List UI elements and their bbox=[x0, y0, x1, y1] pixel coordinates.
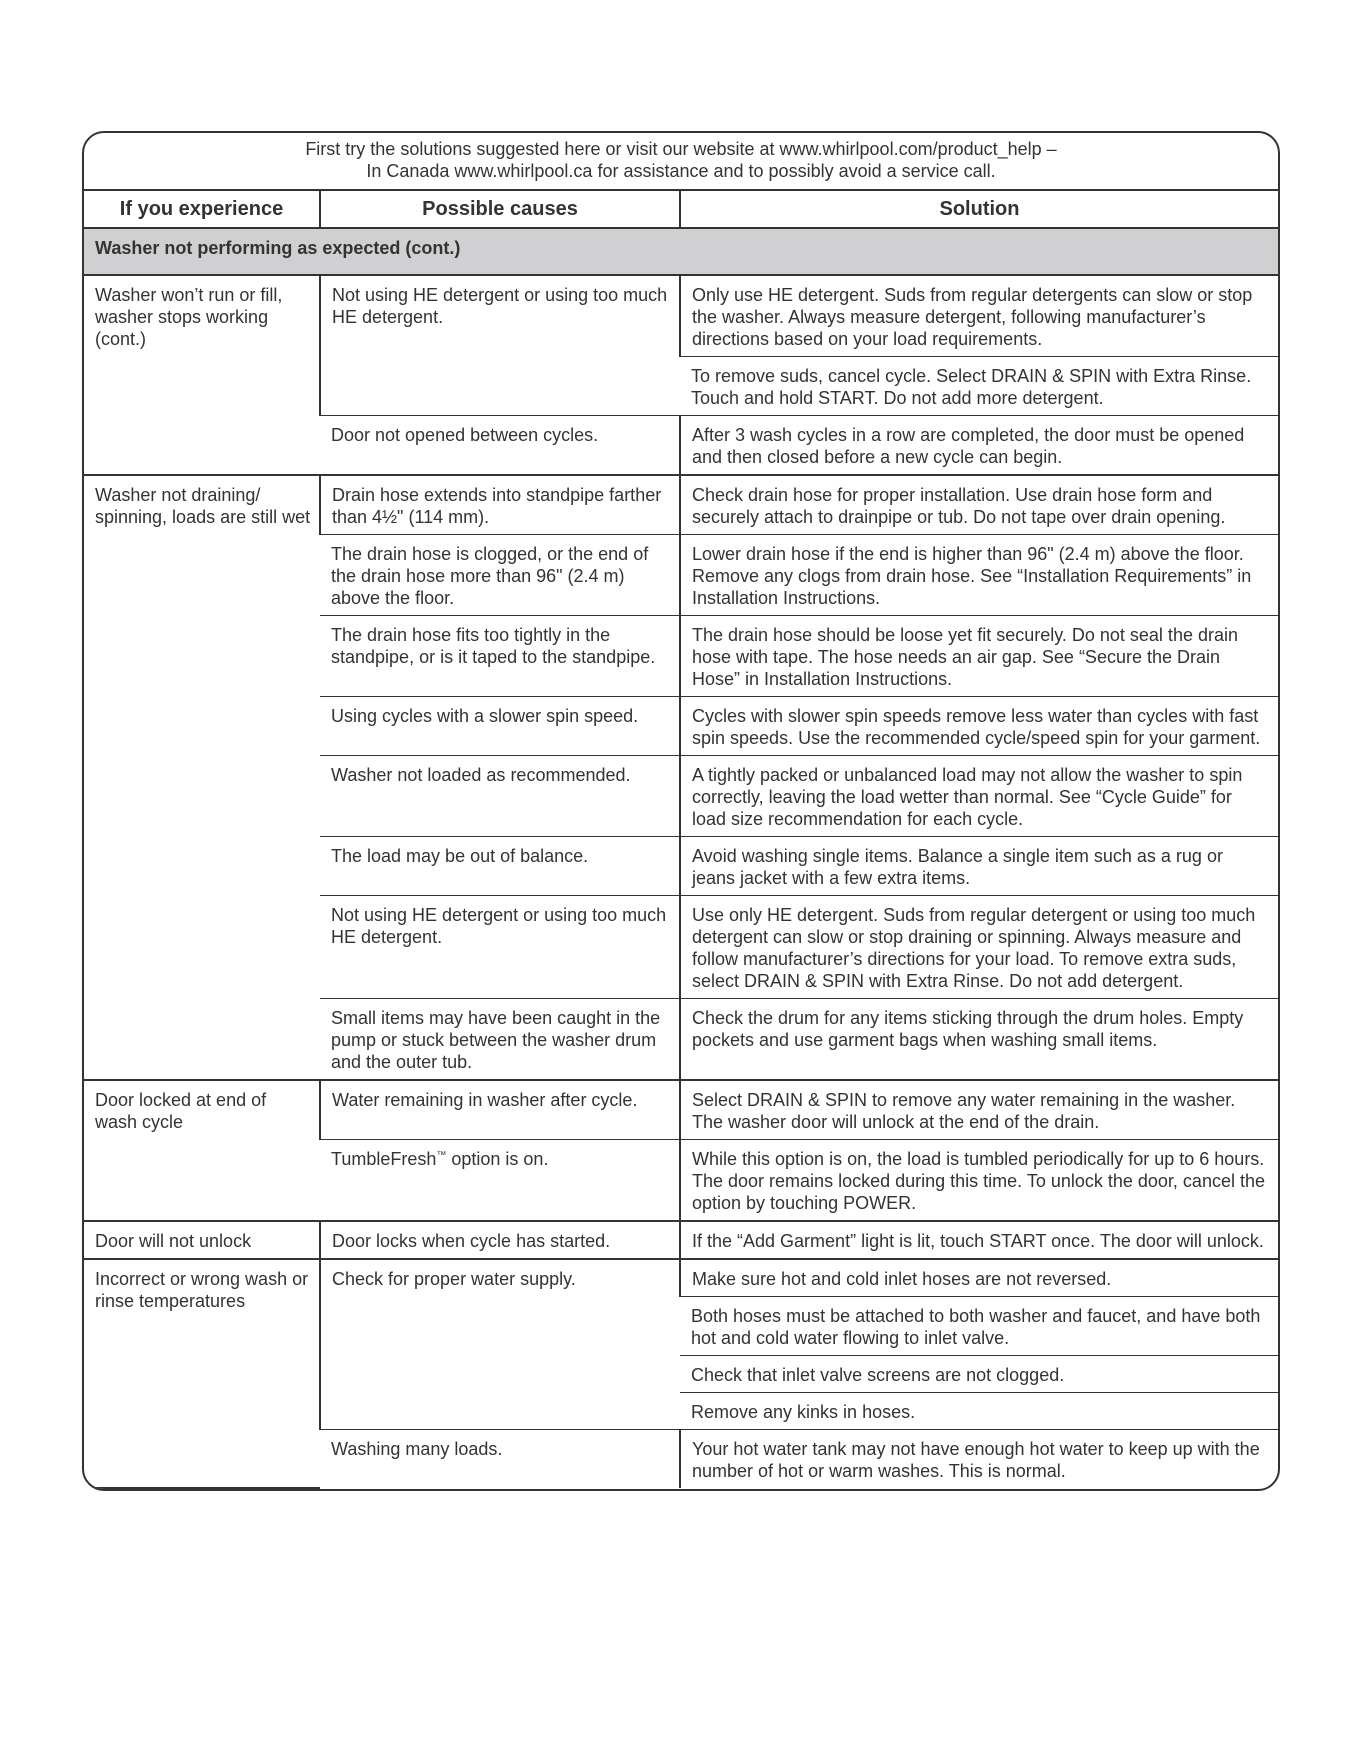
cause-text: The load may be out of balance. bbox=[331, 846, 589, 866]
cause-text: Water remaining in washer after cycle. bbox=[332, 1090, 638, 1110]
cause-text: The drain hose fits too tightly in the standpipe, or is it taped to the standpipe. bbox=[331, 625, 656, 667]
table-body bbox=[84, 228, 1278, 1488]
section-row bbox=[84, 228, 1278, 275]
troubleshooting-sheet bbox=[82, 131, 1280, 1491]
solution-cell: The drain hose should be loose yet fit securely. Do not seal the drain hose with tape. The hose needs an air gap. See “Secure the Drain Hose” in Installation Instructions. bbox=[680, 616, 1278, 697]
symptom-cell: Door locked at end of wash cycle bbox=[84, 1080, 320, 1221]
cause-text: Using cycles with a slower spin speed. bbox=[331, 706, 639, 726]
cause-text: The drain hose is clogged, or the end of the drain hose more than 96" (2.4 m) above the floor. bbox=[331, 544, 649, 608]
cause-cell bbox=[320, 616, 680, 697]
solution-cell: After 3 wash cycles in a row are completed, the door must be opened and then closed before a new cycle can begin. bbox=[680, 416, 1278, 476]
cause-text: Door not opened between cycles. bbox=[331, 425, 599, 445]
cause-cell bbox=[320, 999, 680, 1081]
header-solution: Solution bbox=[680, 191, 1278, 228]
cause-cell bbox=[320, 416, 680, 476]
table-row bbox=[84, 1080, 1278, 1140]
solution-cell: Check that inlet valve screens are not clogged. bbox=[680, 1356, 1278, 1393]
solution-cell: Avoid washing single items. Balance a single item such as a rug or jeans jacket with a few extra items. bbox=[680, 837, 1278, 896]
solution-cell: Use only HE detergent. Suds from regular detergent or using too much detergent can slow or stop draining or spinning. Always measure and follow manufacturer’s directions for your load. To remove extra suds, select DRAIN & SPIN with Extra Rinse. Do not add detergent. bbox=[680, 896, 1278, 999]
symptom-cell: Door will not unlock bbox=[84, 1221, 320, 1259]
symptom-cell: Washer not draining/ spinning, loads are still wet bbox=[84, 475, 320, 1080]
cause-text: Small items may have been caught in the pump or stuck between the washer drum and the outer tub. bbox=[331, 1008, 661, 1072]
section-title: Washer not performing as expected (cont.) bbox=[84, 228, 1278, 275]
cause-cell bbox=[320, 837, 680, 896]
symptom-cell: Washer won’t run or fill, washer stops working (cont.) bbox=[84, 275, 320, 475]
intro-note bbox=[84, 133, 1278, 191]
cause-cell bbox=[320, 535, 680, 616]
cause-cell bbox=[320, 1430, 680, 1489]
table-row bbox=[84, 275, 1278, 357]
cause-cell bbox=[320, 475, 680, 535]
solution-cell: Remove any kinks in hoses. bbox=[680, 1393, 1278, 1430]
cause-text: Check for proper water supply. bbox=[332, 1269, 576, 1289]
solution-cell: Both hoses must be attached to both washer and faucet, and have both hot and cold water flowing to inlet valve. bbox=[680, 1297, 1278, 1356]
solution-cell: If the “Add Garment” light is lit, touch START once. The door will unlock. bbox=[680, 1221, 1278, 1259]
cause-cell bbox=[320, 896, 680, 999]
cause-cell bbox=[320, 1080, 680, 1140]
solution-cell: Lower drain hose if the end is higher than 96" (2.4 m) above the floor. Remove any clogs from drain hose. See “Installation Requirements” in Installation Instructions. bbox=[680, 535, 1278, 616]
symptom-cell: Incorrect or wrong wash or rinse temperatures bbox=[84, 1259, 320, 1488]
cause-cell bbox=[320, 275, 680, 416]
cause-text: Not using HE detergent or using too much HE detergent. bbox=[331, 905, 667, 947]
header-row bbox=[84, 191, 1278, 228]
solution-cell: Check the drum for any items sticking through the drum holes. Empty pockets and use garment bags when washing small items. bbox=[680, 999, 1278, 1081]
header-cause: Possible causes bbox=[320, 191, 680, 228]
table-row bbox=[84, 1259, 1278, 1297]
cause-cell bbox=[320, 697, 680, 756]
table-row bbox=[84, 1221, 1278, 1259]
cause-cell bbox=[320, 1259, 680, 1430]
intro-line-2: In Canada www.whirlpool.ca for assistance and to possibly avoid a service call. bbox=[366, 161, 996, 181]
solution-cell: To remove suds, cancel cycle. Select DRAIN & SPIN with Extra Rinse. Touch and hold START. Do not add more detergent. bbox=[680, 357, 1278, 416]
solution-cell: Only use HE detergent. Suds from regular detergents can slow or stop the washer. Always measure detergent, following manufacturer’s directions based on your load requirements. bbox=[680, 275, 1278, 357]
cause-text: Drain hose extends into standpipe farther than 4½" (114 mm). bbox=[332, 485, 662, 527]
cause-text: Not using HE detergent or using too much HE detergent. bbox=[332, 285, 668, 327]
solution-cell: Check drain hose for proper installation. Use drain hose form and securely attach to drainpipe or tub. Do not tape over drain opening. bbox=[680, 475, 1278, 535]
solution-cell: A tightly packed or unbalanced load may not allow the washer to spin correctly, leaving the load wetter than normal. See “Cycle Guide” for load size recommendation for each cycle. bbox=[680, 756, 1278, 837]
header-symptom: If you experience bbox=[84, 191, 320, 228]
cause-text: TumbleFresh bbox=[331, 1149, 437, 1169]
cause-text-suffix: option is on. bbox=[446, 1149, 549, 1169]
solution-cell: Make sure hot and cold inlet hoses are not reversed. bbox=[680, 1259, 1278, 1297]
cause-text: Washing many loads. bbox=[331, 1439, 503, 1459]
cause-text: Washer not loaded as recommended. bbox=[331, 765, 631, 785]
cause-cell bbox=[320, 1140, 680, 1222]
table-row bbox=[84, 475, 1278, 535]
trademark-mark: ™ bbox=[436, 1150, 447, 1161]
cause-cell bbox=[320, 1221, 680, 1259]
troubleshooting-table bbox=[84, 191, 1278, 1489]
cause-text: Door locks when cycle has started. bbox=[332, 1231, 611, 1251]
intro-line-1: First try the solutions suggested here or visit our website at www.whirlpool.com/product_help – bbox=[305, 139, 1057, 159]
solution-cell: Your hot water tank may not have enough hot water to keep up with the number of hot or warm washes. This is normal. bbox=[680, 1430, 1278, 1489]
cause-cell bbox=[320, 756, 680, 837]
solution-cell: Select DRAIN & SPIN to remove any water remaining in the washer. The washer door will unlock at the end of the drain. bbox=[680, 1080, 1278, 1140]
solution-cell: Cycles with slower spin speeds remove less water than cycles with fast spin speeds. Use the recommended cycle/speed spin for your garment. bbox=[680, 697, 1278, 756]
solution-cell: While this option is on, the load is tumbled periodically for up to 6 hours. The door remains locked during this time. To unlock the door, cancel the option by touching POWER. bbox=[680, 1140, 1278, 1222]
